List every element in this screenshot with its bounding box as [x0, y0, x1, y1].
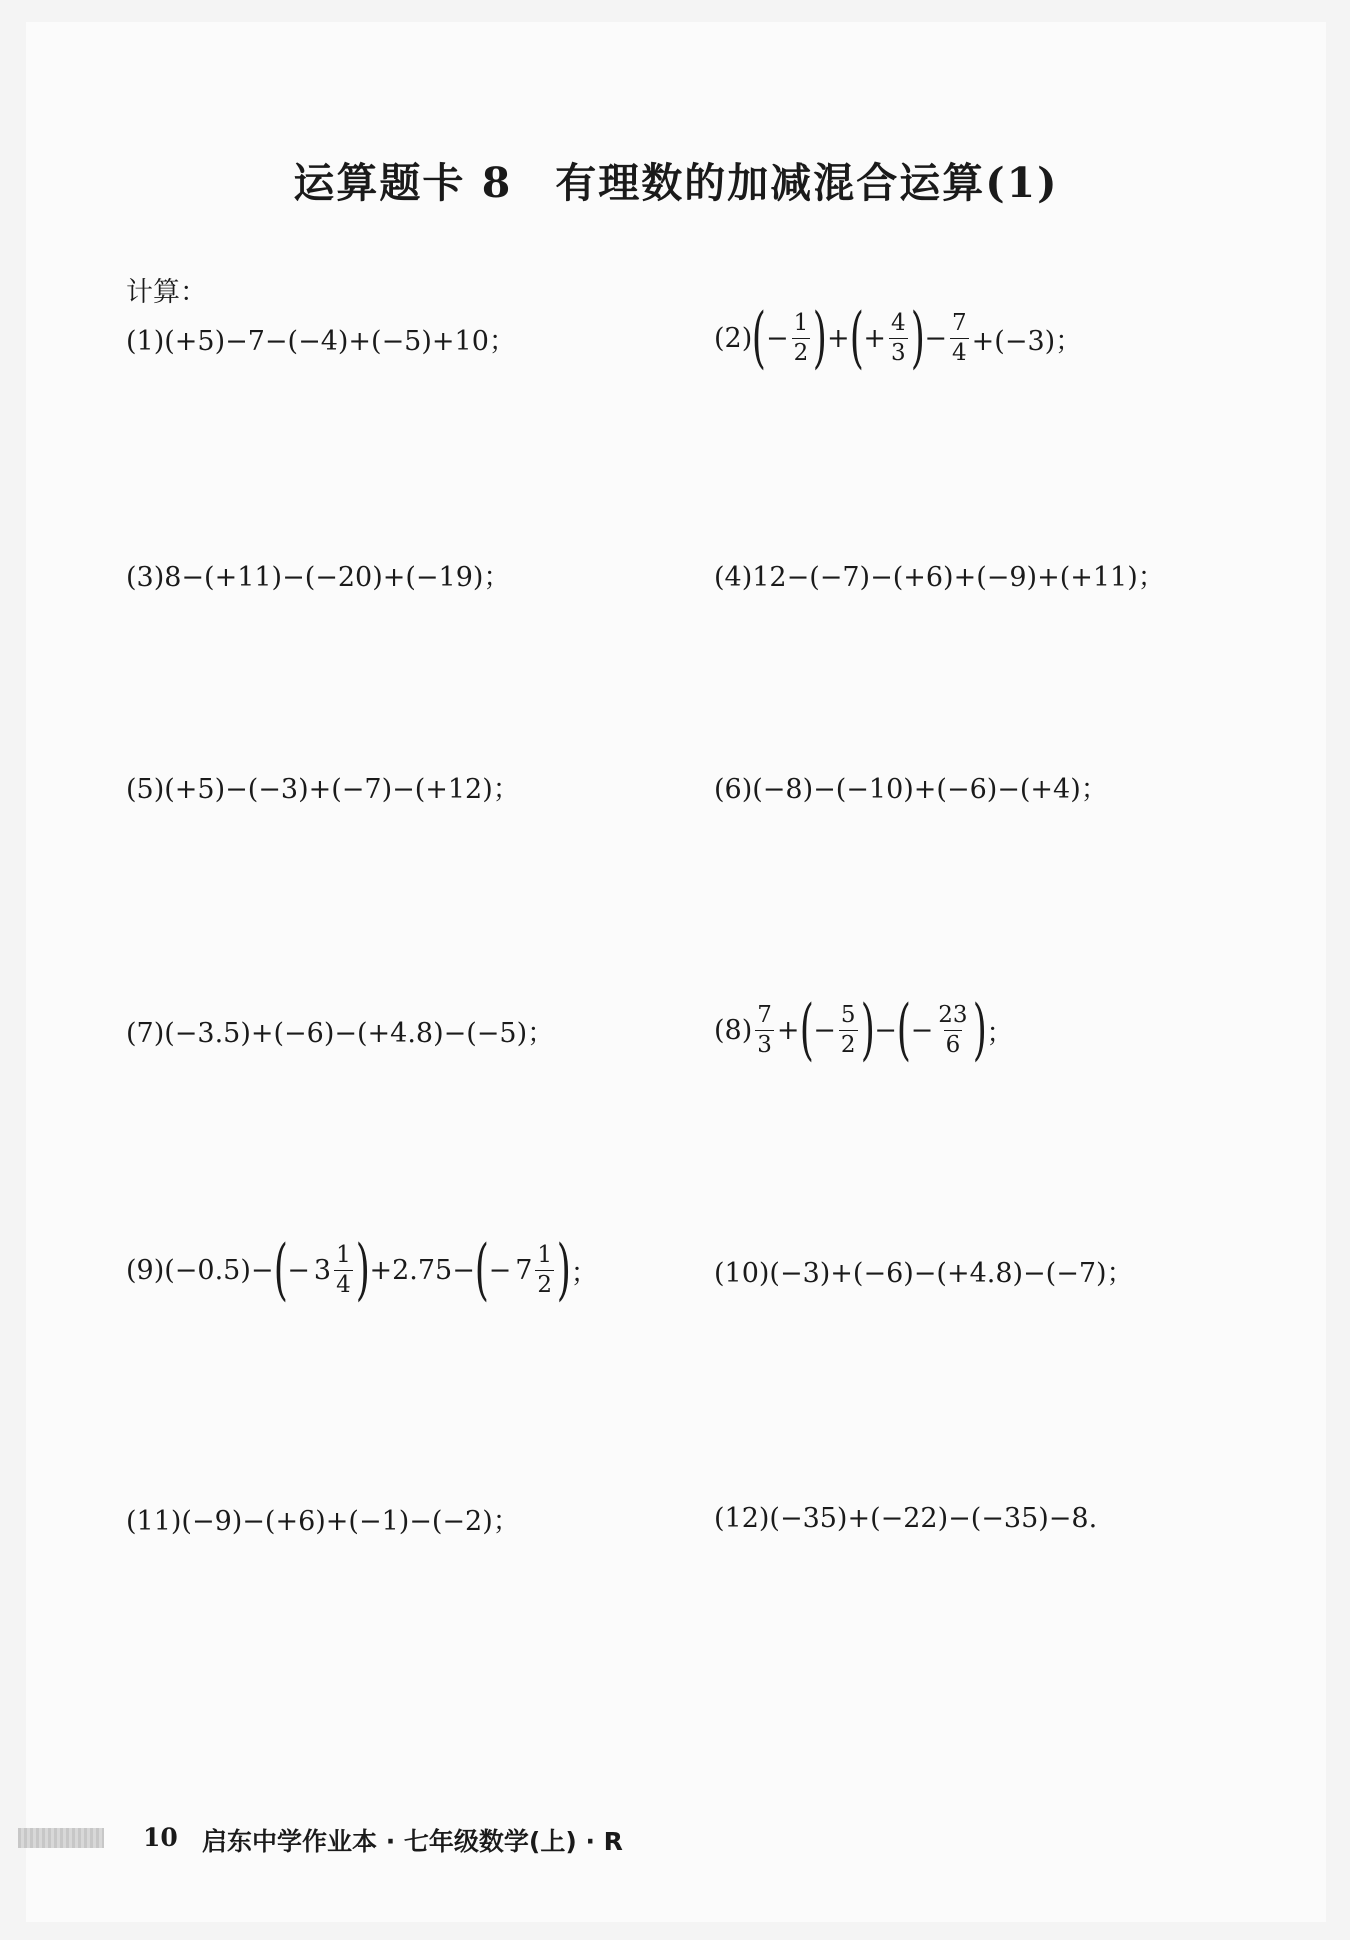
sign: −	[287, 1254, 310, 1286]
numerator: 1	[336, 1242, 351, 1269]
operator: +	[827, 322, 850, 354]
footer-decoration	[18, 1828, 104, 1848]
numerator: 4	[891, 310, 906, 337]
problem-1: (1)(+5)−7−(−4)+(−5)+10；	[126, 325, 516, 357]
fraction	[334, 1243, 353, 1296]
right-paren: )	[910, 299, 925, 376]
denominator: 3	[757, 1031, 772, 1058]
right-paren: )	[813, 299, 828, 376]
problem-10: (10)(−3)+(−6)−(+4.8)−(−7)；	[714, 1257, 1134, 1289]
fraction	[889, 311, 908, 364]
denominator: 2	[537, 1271, 553, 1298]
expression-tail: +(−3)；	[971, 325, 1083, 357]
operator: +	[776, 1014, 800, 1046]
numerator: 5	[840, 1002, 856, 1029]
worksheet-page	[26, 22, 1326, 1922]
fraction	[535, 1243, 554, 1296]
problem-6: (6)(−8)−(−10)+(−6)−(+4)；	[714, 773, 1108, 805]
denominator: 3	[891, 339, 906, 366]
right-paren: )	[860, 991, 875, 1068]
expression-tail: ；	[986, 1017, 1014, 1049]
page-number: 10	[143, 1823, 178, 1852]
left-paren: (	[752, 299, 767, 376]
left-paren: (	[849, 299, 864, 376]
fraction	[755, 1003, 774, 1056]
right-paren: )	[355, 1231, 370, 1308]
numerator: 7	[952, 310, 967, 337]
problem-label: (2)	[714, 322, 753, 354]
problem-8	[714, 980, 1013, 1080]
sign: +	[863, 322, 887, 354]
problem-4: (4)12−(−7)−(+6)+(−9)+(+11)；	[714, 561, 1165, 593]
fraction	[839, 1003, 858, 1056]
denominator: 4	[952, 339, 967, 366]
sign: −	[910, 1014, 934, 1046]
numerator: 1	[793, 310, 809, 337]
denominator: 2	[840, 1031, 856, 1058]
right-paren: )	[972, 991, 987, 1068]
sign: −	[488, 1254, 512, 1286]
problem-3: (3)8−(+11)−(−20)+(−19)；	[126, 561, 511, 593]
left-paren: (	[273, 1231, 288, 1308]
numerator: 23	[938, 1002, 968, 1029]
fraction	[792, 311, 811, 364]
fraction	[950, 311, 969, 364]
page-title: 运算题卡 8 有理数的加减混合运算(1)	[293, 159, 1059, 207]
operator: −	[924, 322, 948, 354]
denominator: 4	[336, 1271, 351, 1298]
numerator: 7	[757, 1002, 772, 1029]
problem-2	[714, 288, 1082, 388]
mixed-whole: 7	[515, 1254, 533, 1286]
expression-tail: ；	[570, 1257, 598, 1289]
problem-9	[126, 1220, 598, 1320]
problem-12: (12)(−35)+(−22)−(−35)−8.	[714, 1502, 1098, 1534]
numerator: 1	[537, 1242, 553, 1269]
mixed-whole: 3	[313, 1254, 332, 1286]
denominator: 2	[793, 339, 809, 366]
problem-7: (7)(−3.5)+(−6)−(+4.8)−(−5)；	[126, 1017, 555, 1049]
left-paren: (	[896, 991, 911, 1068]
operator: −	[874, 1014, 897, 1046]
left-paren: (	[799, 991, 814, 1068]
problem-label: (8)	[714, 1014, 753, 1046]
problem-11: (11)(−9)−(+6)+(−1)−(−2)；	[126, 1505, 520, 1537]
sign: −	[766, 322, 789, 354]
book-title: 启东中学作业本 · 七年级数学(上) · R	[202, 1827, 623, 1856]
denominator: 6	[945, 1031, 961, 1058]
sign: −	[813, 1014, 836, 1046]
expression-middle: +2.75−	[369, 1254, 475, 1286]
right-paren: )	[556, 1231, 571, 1308]
fraction	[936, 1003, 969, 1056]
instruction-text: 计算：	[126, 277, 207, 308]
left-paren: (	[474, 1231, 489, 1308]
problem-5: (5)(+5)−(−3)+(−7)−(+12)；	[126, 773, 520, 805]
problem-label: (9)(−0.5)−	[126, 1254, 274, 1286]
